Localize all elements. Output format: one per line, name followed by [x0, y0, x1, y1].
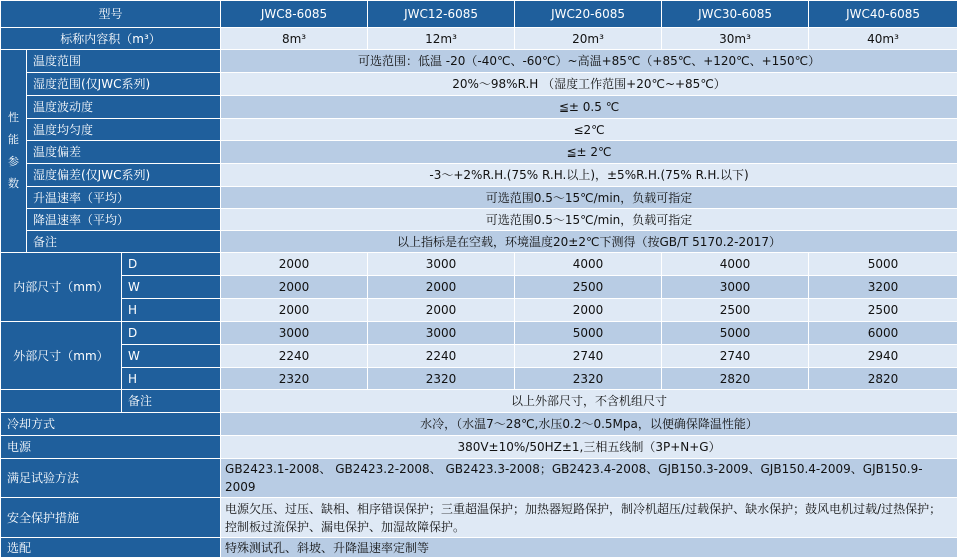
power-value: 380V±10%/50HZ±1,三相五线制（3P+N+G）: [221, 436, 957, 459]
model-name: JWC12-6085: [368, 1, 515, 28]
options-label: 选配: [1, 538, 221, 558]
perf-row: [1, 119, 957, 141]
perf-label: 备注: [27, 231, 221, 253]
outer-size-row: [1, 368, 957, 390]
size-cell: 4000: [515, 253, 662, 276]
volume-value: 40m³: [809, 28, 957, 50]
size-cell: 6000: [809, 322, 957, 345]
size-cell: 2000: [368, 276, 515, 299]
cooling-label: 冷却方式: [1, 413, 221, 436]
performance-group-label: [1, 50, 27, 253]
model-name: JWC8-6085: [221, 1, 368, 28]
perf-row: [1, 96, 957, 119]
size-cell: 2740: [515, 345, 662, 368]
cooling-value: 水冷，（水温7～28℃,水压0.2～0.5Mpa，以便确保降温性能）: [221, 413, 957, 436]
size-cell: 2000: [221, 253, 368, 276]
size-cell: 5000: [515, 322, 662, 345]
performance-group-text: 性 能 参 数: [8, 111, 19, 190]
outer-size-label: 外部尺寸（mm）: [1, 322, 122, 390]
dim-label: D: [122, 322, 221, 345]
inner-size-row: [1, 276, 957, 299]
perf-row: [1, 50, 957, 73]
outer-size-note-row: [1, 390, 957, 413]
model-name: JWC20-6085: [515, 1, 662, 28]
standards-value: GB2423.1-2008、 GB2423.2-2008、 GB2423.3-2008；GB2423.4-2008、GJB150.3-2009、GJB150.4-2009、GJB150.9-2009: [221, 459, 957, 498]
safety-row: [1, 498, 957, 538]
perf-row: [1, 73, 957, 96]
perf-value: 可选范围0.5～15℃/min，负载可指定: [221, 209, 957, 231]
volume-value: 8m³: [221, 28, 368, 50]
perf-label: 温度范围: [27, 50, 221, 73]
perf-value: 20%～98%R.H （湿度工作范围+20℃~+85℃）: [221, 73, 957, 96]
dim-label: H: [122, 299, 221, 322]
dim-label: W: [122, 345, 221, 368]
outer-note-label: 备注: [122, 390, 221, 413]
header-row: [1, 1, 957, 28]
size-cell: 3000: [221, 322, 368, 345]
dim-label: H: [122, 368, 221, 390]
perf-label: 温度波动度: [27, 96, 221, 119]
perf-value: ≦± 0.5 ℃: [221, 96, 957, 119]
standards-row: [1, 459, 957, 498]
dim-label: W: [122, 276, 221, 299]
size-cell: 2500: [515, 276, 662, 299]
perf-label: 温度均匀度: [27, 119, 221, 141]
model-name: JWC40-6085: [809, 1, 957, 28]
perf-value: 可选范围0.5～15℃/min，负载可指定: [221, 187, 957, 209]
perf-value: -3～+2%R.H.(75% R.H.以上)，±5%R.H.(75% R.H.以下): [221, 164, 957, 187]
volume-row: [1, 28, 957, 50]
model-header-label: 型号: [1, 1, 221, 28]
perf-row: [1, 231, 957, 253]
volume-label: 标称内容积（m³）: [1, 28, 221, 50]
size-cell: 2740: [662, 345, 809, 368]
size-cell: 2000: [221, 299, 368, 322]
size-cell: 2000: [368, 299, 515, 322]
inner-size-row: [1, 299, 957, 322]
size-cell: 5000: [662, 322, 809, 345]
safety-value: 电源欠压、过压、缺相、相序错误保护；三重超温保护；加热器短路保护，制冷机超压/过载保护、缺水保护；鼓风电机过载/过热保护；控制板过流保护、漏电保护、加湿故障保护。: [221, 498, 957, 538]
perf-value: 以上指标是在空载，环境温度20±2℃下测得（按GB/T 5170.2-2017）: [221, 231, 957, 253]
power-label: 电源: [1, 436, 221, 459]
outer-note-value: 以上外部尺寸，不含机组尺寸: [221, 390, 957, 413]
size-cell: 2000: [221, 276, 368, 299]
size-cell: 2320: [221, 368, 368, 390]
size-cell: 2820: [809, 368, 957, 390]
perf-value: ≦± 2℃: [221, 141, 957, 164]
size-cell: 2940: [809, 345, 957, 368]
volume-value: 20m³: [515, 28, 662, 50]
size-cell: 2820: [662, 368, 809, 390]
model-name: JWC30-6085: [662, 1, 809, 28]
cooling-row: [1, 413, 957, 436]
perf-label: 温度偏差: [27, 141, 221, 164]
size-cell: 3200: [809, 276, 957, 299]
size-cell: 3000: [368, 322, 515, 345]
perf-value: ≤2℃: [221, 119, 957, 141]
inner-size-label: 内部尺寸（mm）: [1, 253, 122, 322]
perf-label: 降温速率（平均）: [27, 209, 221, 231]
standards-label: 满足试验方法: [1, 459, 221, 498]
perf-label: 湿度范围(仅JWC系列): [27, 73, 221, 96]
perf-row: [1, 164, 957, 187]
size-cell: 2320: [368, 368, 515, 390]
size-cell: 5000: [809, 253, 957, 276]
size-cell: 2500: [809, 299, 957, 322]
power-row: [1, 436, 957, 459]
size-cell: 4000: [662, 253, 809, 276]
volume-value: 12m³: [368, 28, 515, 50]
perf-row: [1, 141, 957, 164]
outer-size-row: [1, 322, 957, 345]
perf-row: [1, 187, 957, 209]
dim-label: D: [122, 253, 221, 276]
size-cell: 3000: [662, 276, 809, 299]
size-cell: 3000: [368, 253, 515, 276]
outer-size-label-cont: [1, 390, 122, 413]
outer-size-row: [1, 345, 957, 368]
volume-value: 30m³: [662, 28, 809, 50]
size-cell: 2320: [515, 368, 662, 390]
perf-row: [1, 209, 957, 231]
inner-size-row: [1, 253, 957, 276]
safety-label: 安全保护措施: [1, 498, 221, 538]
options-value: 特殊测试孔、斜坡、升降温速率定制等: [221, 538, 957, 558]
size-cell: 2000: [515, 299, 662, 322]
perf-label: 升温速率（平均）: [27, 187, 221, 209]
size-cell: 2240: [221, 345, 368, 368]
size-cell: 2500: [662, 299, 809, 322]
perf-value: 可选范围：低温 -20（-40℃、-60℃）~高温+85℃（+85℃、+120℃、+150℃）: [221, 50, 957, 73]
perf-label: 湿度偏差(仅JWC系列): [27, 164, 221, 187]
size-cell: 2240: [368, 345, 515, 368]
